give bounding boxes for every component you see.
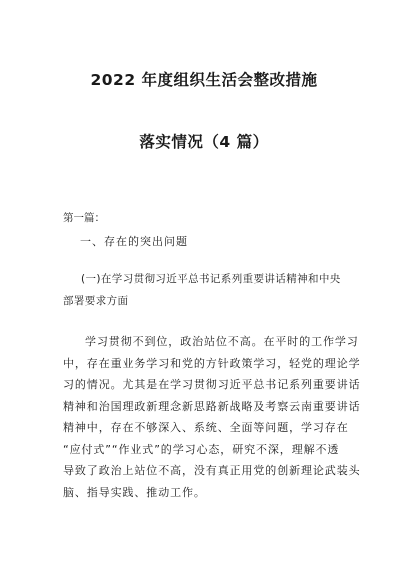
sub-heading — [63, 268, 348, 312]
section-label: 第一篇： — [63, 212, 105, 224]
sub-heading-line: 部署要求方面 — [63, 295, 129, 307]
body-line: 中，存在重业务学习和党的方针政策学习，轻党的理论学 — [63, 356, 361, 370]
sub-heading-line: (一)在学习贯彻习近平总书记系列重要讲话精神和中央 — [81, 273, 341, 285]
body-line: “应付式”“作业式”的学习心态，研究不深，理解不透 — [63, 442, 340, 456]
body-paragraph — [63, 331, 361, 503]
body-line: 精神和治国理政新理念新思路新战略及考察云南重要讲话 — [63, 399, 361, 413]
document-title-line-1: 2022 年度组织生活会整改措施 — [90, 71, 318, 89]
body-line: 学习贯彻不到位，政治站位不高。在平时的工作学习 — [85, 335, 359, 348]
body-line: 导致了政治上站位不高，没有真正用党的创新理论武装头 — [63, 464, 361, 477]
document-title-line-2: 落实情况（4 篇） — [139, 133, 269, 151]
body-line: 精神中，存在不够深入、系统、全面等问题，学习存在 — [63, 421, 349, 434]
body-line: 脑、指导实践、推动工作。 — [63, 485, 206, 499]
body-line: 习的情况。尤其是在学习贯彻习近平总书记系列重要讲话 — [63, 378, 361, 391]
section-heading: 一、存在的突出问题 — [80, 235, 188, 248]
